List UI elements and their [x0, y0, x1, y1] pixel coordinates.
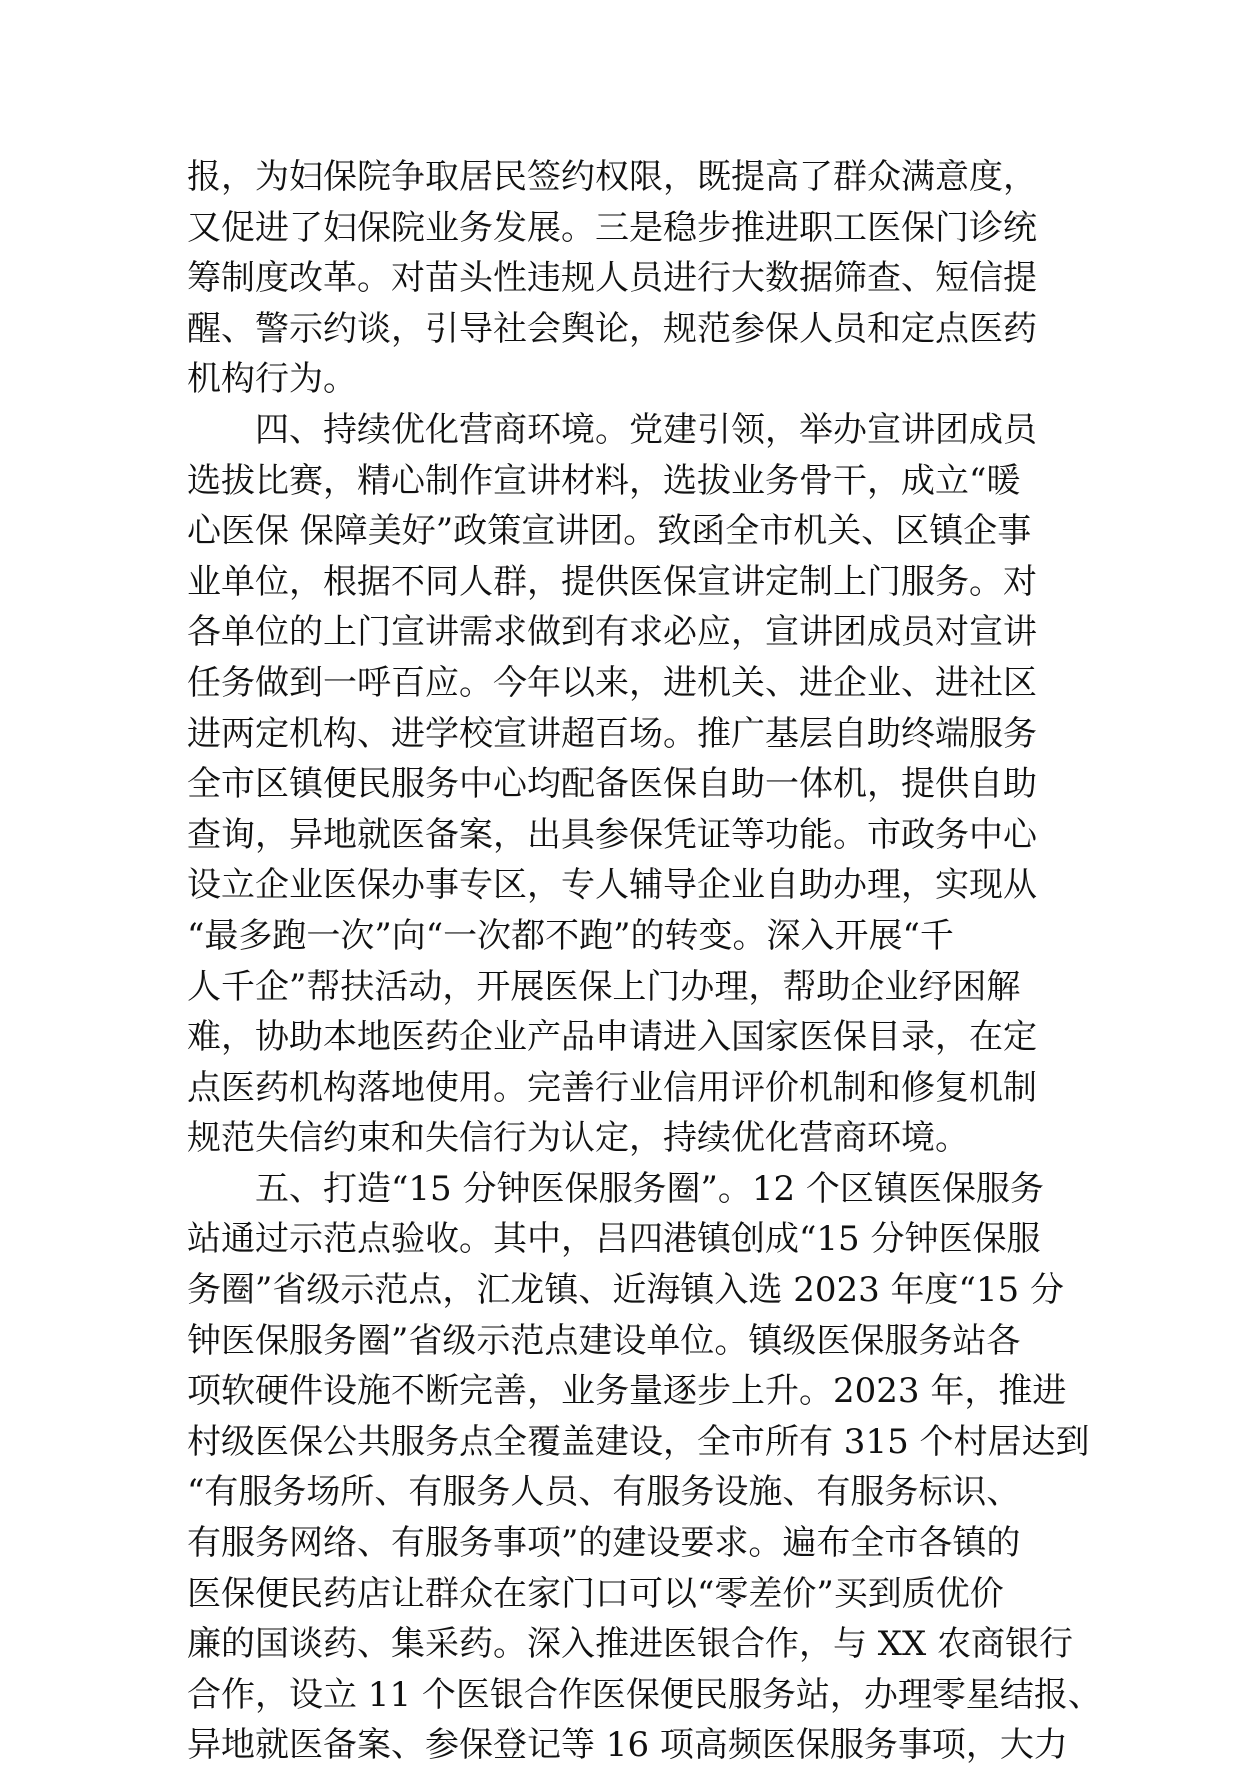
text-line: 异地就医备案、参保登记等 16 项高频医保服务事项，大力	[187, 1725, 1068, 1766]
text-line: 人千企”帮扶活动，开展医保上门办理，帮助企业纾困解	[187, 966, 1021, 1007]
text-line: 机构行为。	[187, 359, 357, 400]
text-line: 选拔比赛，精心制作宣讲材料，选拔业务骨干，成立“暖	[187, 460, 1021, 501]
text-line: 站通过示范点验收。其中，吕四港镇创成“15 分钟医保服	[187, 1219, 1041, 1260]
text-line: 心医保 保障美好”政策宣讲团。致函全市机关、区镇企事	[187, 511, 1032, 552]
text-line: 进两定机构、进学校宣讲超百场。推广基层自助终端服务	[187, 713, 1037, 754]
text-line: 报，为妇保院争取居民签约权限，既提高了群众满意度，	[187, 157, 1037, 197]
text-line: 查询，异地就医备案，出具参保凭证等功能。市政务中心	[187, 814, 1037, 855]
text-line: “最多跑一次”向“一次都不跑”的转变。深入开展“千	[187, 915, 954, 956]
text-line: 任务做到一呼百应。今年以来，进机关、进企业、进社区	[187, 662, 1037, 703]
text-line: 村级医保公共服务点全覆盖建设，全市所有 315 个村居达到	[187, 1421, 1090, 1462]
text-line: 又促进了妇保院业务发展。三是稳步推进职工医保门诊统	[187, 207, 1037, 248]
text-line: 项软硬件设施不断完善，业务量逐步上升。2023 年，推进	[187, 1371, 1067, 1412]
text-line: 全市区镇便民服务中心均配备医保自助一体机，提供自助	[187, 764, 1037, 805]
text-line: 醒、警示约谈，引导社会舆论，规范参保人员和定点医药	[187, 308, 1037, 349]
text-line: 各单位的上门宣讲需求做到有求必应，宣讲团成员对宣讲	[187, 612, 1037, 653]
text-line: “有服务场所、有服务人员、有服务设施、有服务标识、	[187, 1472, 1021, 1513]
body-text	[187, 152, 1102, 1771]
text-line: 钟医保服务圈”省级示范点建设单位。镇级医保服务站各	[187, 1320, 1021, 1361]
text-line: 合作，设立 11 个医银合作医保便民服务站，办理零星结报、	[187, 1674, 1102, 1715]
text-line: 设立企业医保办事专区，专人辅导企业自助办理，实现从	[187, 865, 1037, 906]
text-line: 业单位，根据不同人群，提供医保宣讲定制上门服务。对	[187, 561, 1037, 602]
text-line: 医保便民药店让群众在家门口可以“零差价”买到质优价	[187, 1573, 1004, 1614]
text-line: 规范失信约束和失信行为认定，持续优化营商环境。	[187, 1118, 969, 1159]
text-line: 有服务网络、有服务事项”的建设要求。遍布全市各镇的	[187, 1523, 1021, 1564]
text-line: 筹制度改革。对苗头性违规人员进行大数据筛查、短信提	[187, 258, 1037, 299]
paragraph-start-line: 五、打造“15 分钟医保服务圈”。12 个区镇医保服务	[187, 1168, 1044, 1209]
text-line: 廉的国谈药、集采药。深入推进医银合作，与 XX 农商银行	[187, 1624, 1074, 1665]
paragraph-start-line: 四、持续优化营商环境。党建引领，举办宣讲团成员	[187, 409, 1037, 450]
text-line: 务圈”省级示范点，汇龙镇、近海镇入选 2023 年度“15 分	[187, 1270, 1064, 1311]
text-line: 难，协助本地医药企业产品申请进入国家医保目录，在定	[187, 1017, 1037, 1058]
text-line: 点医药机构落地使用。完善行业信用评价机制和修复机制	[187, 1067, 1037, 1108]
